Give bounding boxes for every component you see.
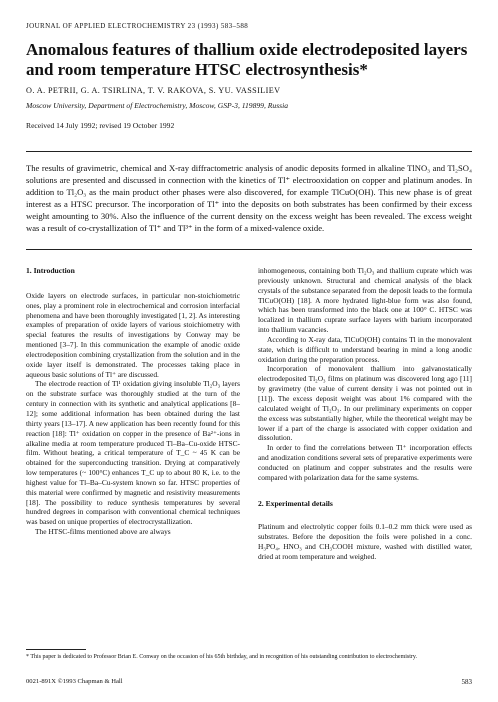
experimental-paragraph: Platinum and electrolytic copper foils 0.1–0.2 mm thick were used as substrates. Before the deposition the foils were polished in a conc. H₃PO₄, HNO₃ and CH₃COOH mixture, washed with distilled water, dried at room temperature and weighed. [258,522,472,561]
journal-header: JOURNAL OF APPLIED ELECTROCHEMISTRY 23 (1993) 583–588 [26,22,249,30]
article-affiliation: Moscow University, Department of Electrochemistry, Moscow, GSP-3, 119899, Russia [26,101,289,110]
body-paragraph: Incorporation of monovalent thallium into galvanostatically electrodeposited Tl₂O₃ films on platinum was discovered long ago [11] by gravimetry (the value of current density i was not pointed out in [11]). The excess deposit weight was about 1% compared with the calculated weight of Tl₂O₃. In our preliminary experiments on copper the excess was substantially higher, while the theoretical weight may be lower if a part of the charge is associated with copper oxidation and dissolution. [258,364,472,443]
abstract-top-rule [26,151,472,152]
abstract-bottom-rule [26,249,472,250]
right-column [258,266,472,562]
left-column [26,266,240,537]
footnote-rule [26,649,86,650]
issn-copyright: 0021-891X ©1993 Chapman & Hall [26,678,123,685]
body-paragraph: inhomogeneous, containing both Tl₂O₃ and thallium cuprate which was previously unknown. Structural and chemical analysis of the black crystals of the substance separated from the deposit leads to the formula TlCuO(OH) [18]. A more hydrated light-blue form was also found, which has been transformed into the black one at 100° C. HTSC was localized in thallium cuprate surface layers with barium incorporated into thallium vacancies. [258,266,472,335]
article-title: Anomalous features of thallium oxide electrodeposited layers and room temperature HTSC electrosynthesis* [26,40,468,79]
intro-paragraph: The HTSC-films mentioned above are always [35,527,171,537]
article-authors: O. A. PETRII, G. A. TSIRLINA, T. V. RAKOVA, S. YU. VASSILIEV [26,86,281,95]
intro-heading: 1. Introduction [26,266,75,275]
body-paragraph: According to X-ray data, TlCuO(OH) contains Tl in the monovalent state, which is difficult to understand bearing in mind a long anodic oxidation during the preparation process. [258,334,472,364]
intro-paragraph: Oxide layers on electrode surfaces, in particular non-stoichiometric ones, play a prominent role in electrochemical and corrosion interfacial phenomena and have been thoroughly investigated [1, 2]. As interesting examples of preparation of oxide layers of various stoichiometry with special features the results of investigations by Conway may be mentioned [3–7]. In this communication the example of anodic oxide electrodeposition combining crystallization from the solution and in the oxide layer itself is demonstrated. The processes taking place in aqueous basic solutions of Tl⁺ are discussed. [26,290,240,379]
page-number: 583 [461,678,472,686]
intro-paragraph: The electrode reaction of Tl¹ oxidation giving insoluble Tl₂O₃ layers on the substrate surface was thoroughly studied at the turn of the century in connection with its synthetic and analytical applications [8–12]; some additional information has been obtained during the last thirty years [13–17]. A new application has been recently found for this reaction [18]: Tl⁺ oxidation on copper in the presence of Ba²⁺-ions in alkaline media at room temperature produced Tl–Ba–Cu-oxide HTSC-film. Without heating, a critical temperature of T_C ~ 45 K can be obtained for the superconducting transition. Drying at comparatively low temperatures (~ 100°C) enhances T_C up to about 80 K, i.e. to the highest value for Tl–Ba–Cu-system known so far. HTSC properties of this material were confirmed by magnetic and resistivity measurements [18]. The possibility to reduce synthesis temperatures by several hundred degrees in comparison with conventional chemical techniques was based on unique properties of electrocrystallization. [26,379,240,527]
abstract: The results of gravimetric, chemical and X-ray diffractometric analysis of anodic deposits formed in alkaline TlNO₃ and Tl₂SO₄ solutions are presented and discussed in connection with the kinetics of Tl⁺ electrooxidation on copper and platinum anodes. In addition to Tl₂O₃ as the main product other phases were also discovered, for example TlCuO(OH). This new phase is of great interest as a HTSC precursor. The incorporation of Tl⁺ into the deposits on both substrates has been confirmed by their excess weight amounting to 30%. Also the influence of the current density on the excess weight has been revealed. The excess weight was a result of co-crystallization of Tl⁺ and Tl³⁺ in the form of a mixed-valence oxide. [26,163,472,233]
footnote: * This paper is dedicated to Professor Brian E. Conway on the occasion of his 65th birthday, and in recognition of his outstanding contribution to electrochemistry. [26,654,418,660]
experimental-heading: 2. Experimental details [258,498,333,508]
body-paragraph: In order to find the correlations between Tl⁺ incorporation effects and anodization conditions several sets of preparative experiments were conducted on platinum and copper substrates and the results were compared with polarization data for the same systems. [258,443,472,482]
received-dates: Received 14 July 1992; revised 19 October 1992 [26,121,175,130]
